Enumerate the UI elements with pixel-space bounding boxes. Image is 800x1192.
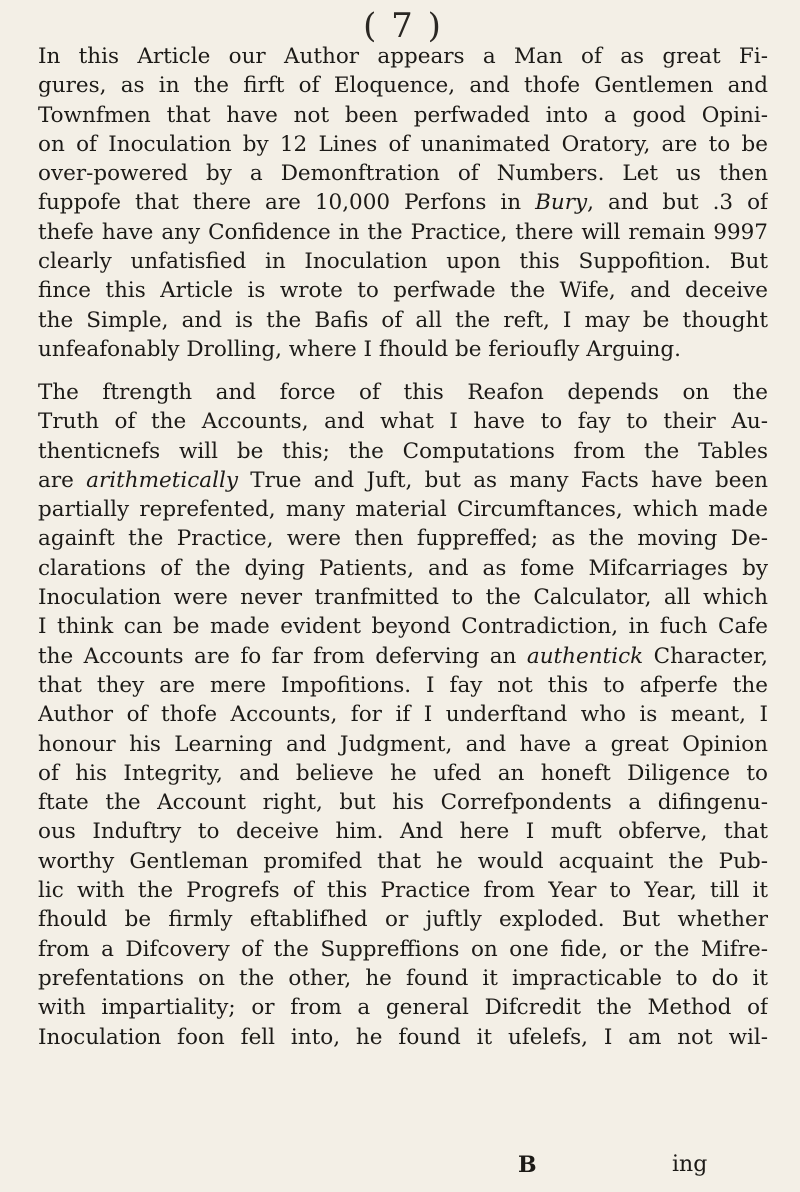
- paragraph-1: [38, 42, 768, 364]
- text-line: the Simple, and is the Bafis of all the reft, I may be thought: [38, 307, 768, 333]
- text-line: ftate the Account right, but his Correfpondents a difingenu-: [38, 790, 768, 816]
- catchword: ing: [672, 1152, 708, 1177]
- paragraph-2: [38, 378, 768, 1052]
- text-line: are arithmetically True and Juft, but as many Facts have been: [38, 467, 768, 493]
- text-line: gures, as in the firft of Eloquence, and thofe Gentlemen and: [38, 73, 768, 99]
- page-number: ( 7 ): [363, 6, 443, 46]
- text-line: The ftrength and force of this Reafon depends on the: [38, 380, 768, 405]
- text-line: ous Induftry to deceive him. And here I muft obferve, that: [38, 819, 768, 845]
- text-line: Townfmen that have not been perfwaded into a good Opini-: [38, 102, 768, 128]
- text-line: from a Difcovery of the Suppreffions on one fide, or the Mifre-: [38, 936, 768, 962]
- text-line: againft the Practice, were then fuppreffed; as the moving De-: [38, 526, 768, 552]
- text-line: fhould be firmly eftablifhed or juftly exploded. But whether: [38, 907, 768, 933]
- text-line: fince this Article is wrote to perfwade the Wife, and deceive: [38, 278, 768, 304]
- text-line: with impartiality; or from a general Difcredit the Method of: [38, 995, 768, 1021]
- text-line: on of Inoculation by 12 Lines of unanimated Oratory, are to be: [38, 131, 768, 157]
- page-footer: [38, 1152, 768, 1186]
- signature-mark: B: [518, 1152, 537, 1178]
- text-line: unfeafonably Drolling, where I fhould be ferioufly Arguing.: [38, 336, 681, 362]
- text-line: clearly unfatisfied in Inoculation upon this Suppofition. But: [38, 249, 768, 275]
- text-line: partially reprefented, many material Circumftances, which made: [38, 497, 768, 523]
- text-line: Inoculation were never tranfmitted to the Calculator, all which: [38, 585, 768, 611]
- text-line: lic with the Progrefs of this Practice from Year to Year, till it: [38, 878, 768, 904]
- text-line: thefe have any Confidence in the Practice, there will remain 9997: [38, 219, 768, 245]
- text-line: of his Integrity, and believe he ufed an honeft Diligence to: [38, 760, 768, 786]
- text-line: Inoculation foon fell into, he found it ufelefs, I am not wil-: [38, 1024, 768, 1050]
- text-line: that they are mere Impofitions. I fay not this to afperfe the: [38, 672, 768, 698]
- text-line: the Accounts are fo far from deferving an authentick Character,: [38, 643, 768, 669]
- text-line: Truth of the Accounts, and what I have to fay to their Au-: [38, 409, 768, 435]
- text-line: worthy Gentleman promifed that he would acquaint the Pub-: [38, 848, 768, 874]
- text-line: over-powered by a Demonftration of Numbers. Let us then: [38, 161, 768, 187]
- text-line: In this Article our Author appears a Man of as great Fi-: [38, 44, 768, 69]
- text-line: thenticnefs will be this; the Computations from the Tables: [38, 438, 768, 464]
- text-line: Author of thofe Accounts, for if I underftand who is meant, I: [38, 702, 768, 728]
- book-page: [38, 0, 768, 1192]
- text-line: I think can be made evident beyond Contradiction, in fuch Cafe: [38, 614, 768, 640]
- text-line: prefentations on the other, he found it impracticable to do it: [38, 965, 768, 991]
- text-line: clarations of the dying Patients, and as fome Mifcarriages by: [38, 555, 768, 581]
- text-line: honour his Learning and Judgment, and have a great Opinion: [38, 731, 768, 757]
- text-line: fuppofe that there are 10,000 Perfons in Bury, and but .3 of: [38, 190, 768, 216]
